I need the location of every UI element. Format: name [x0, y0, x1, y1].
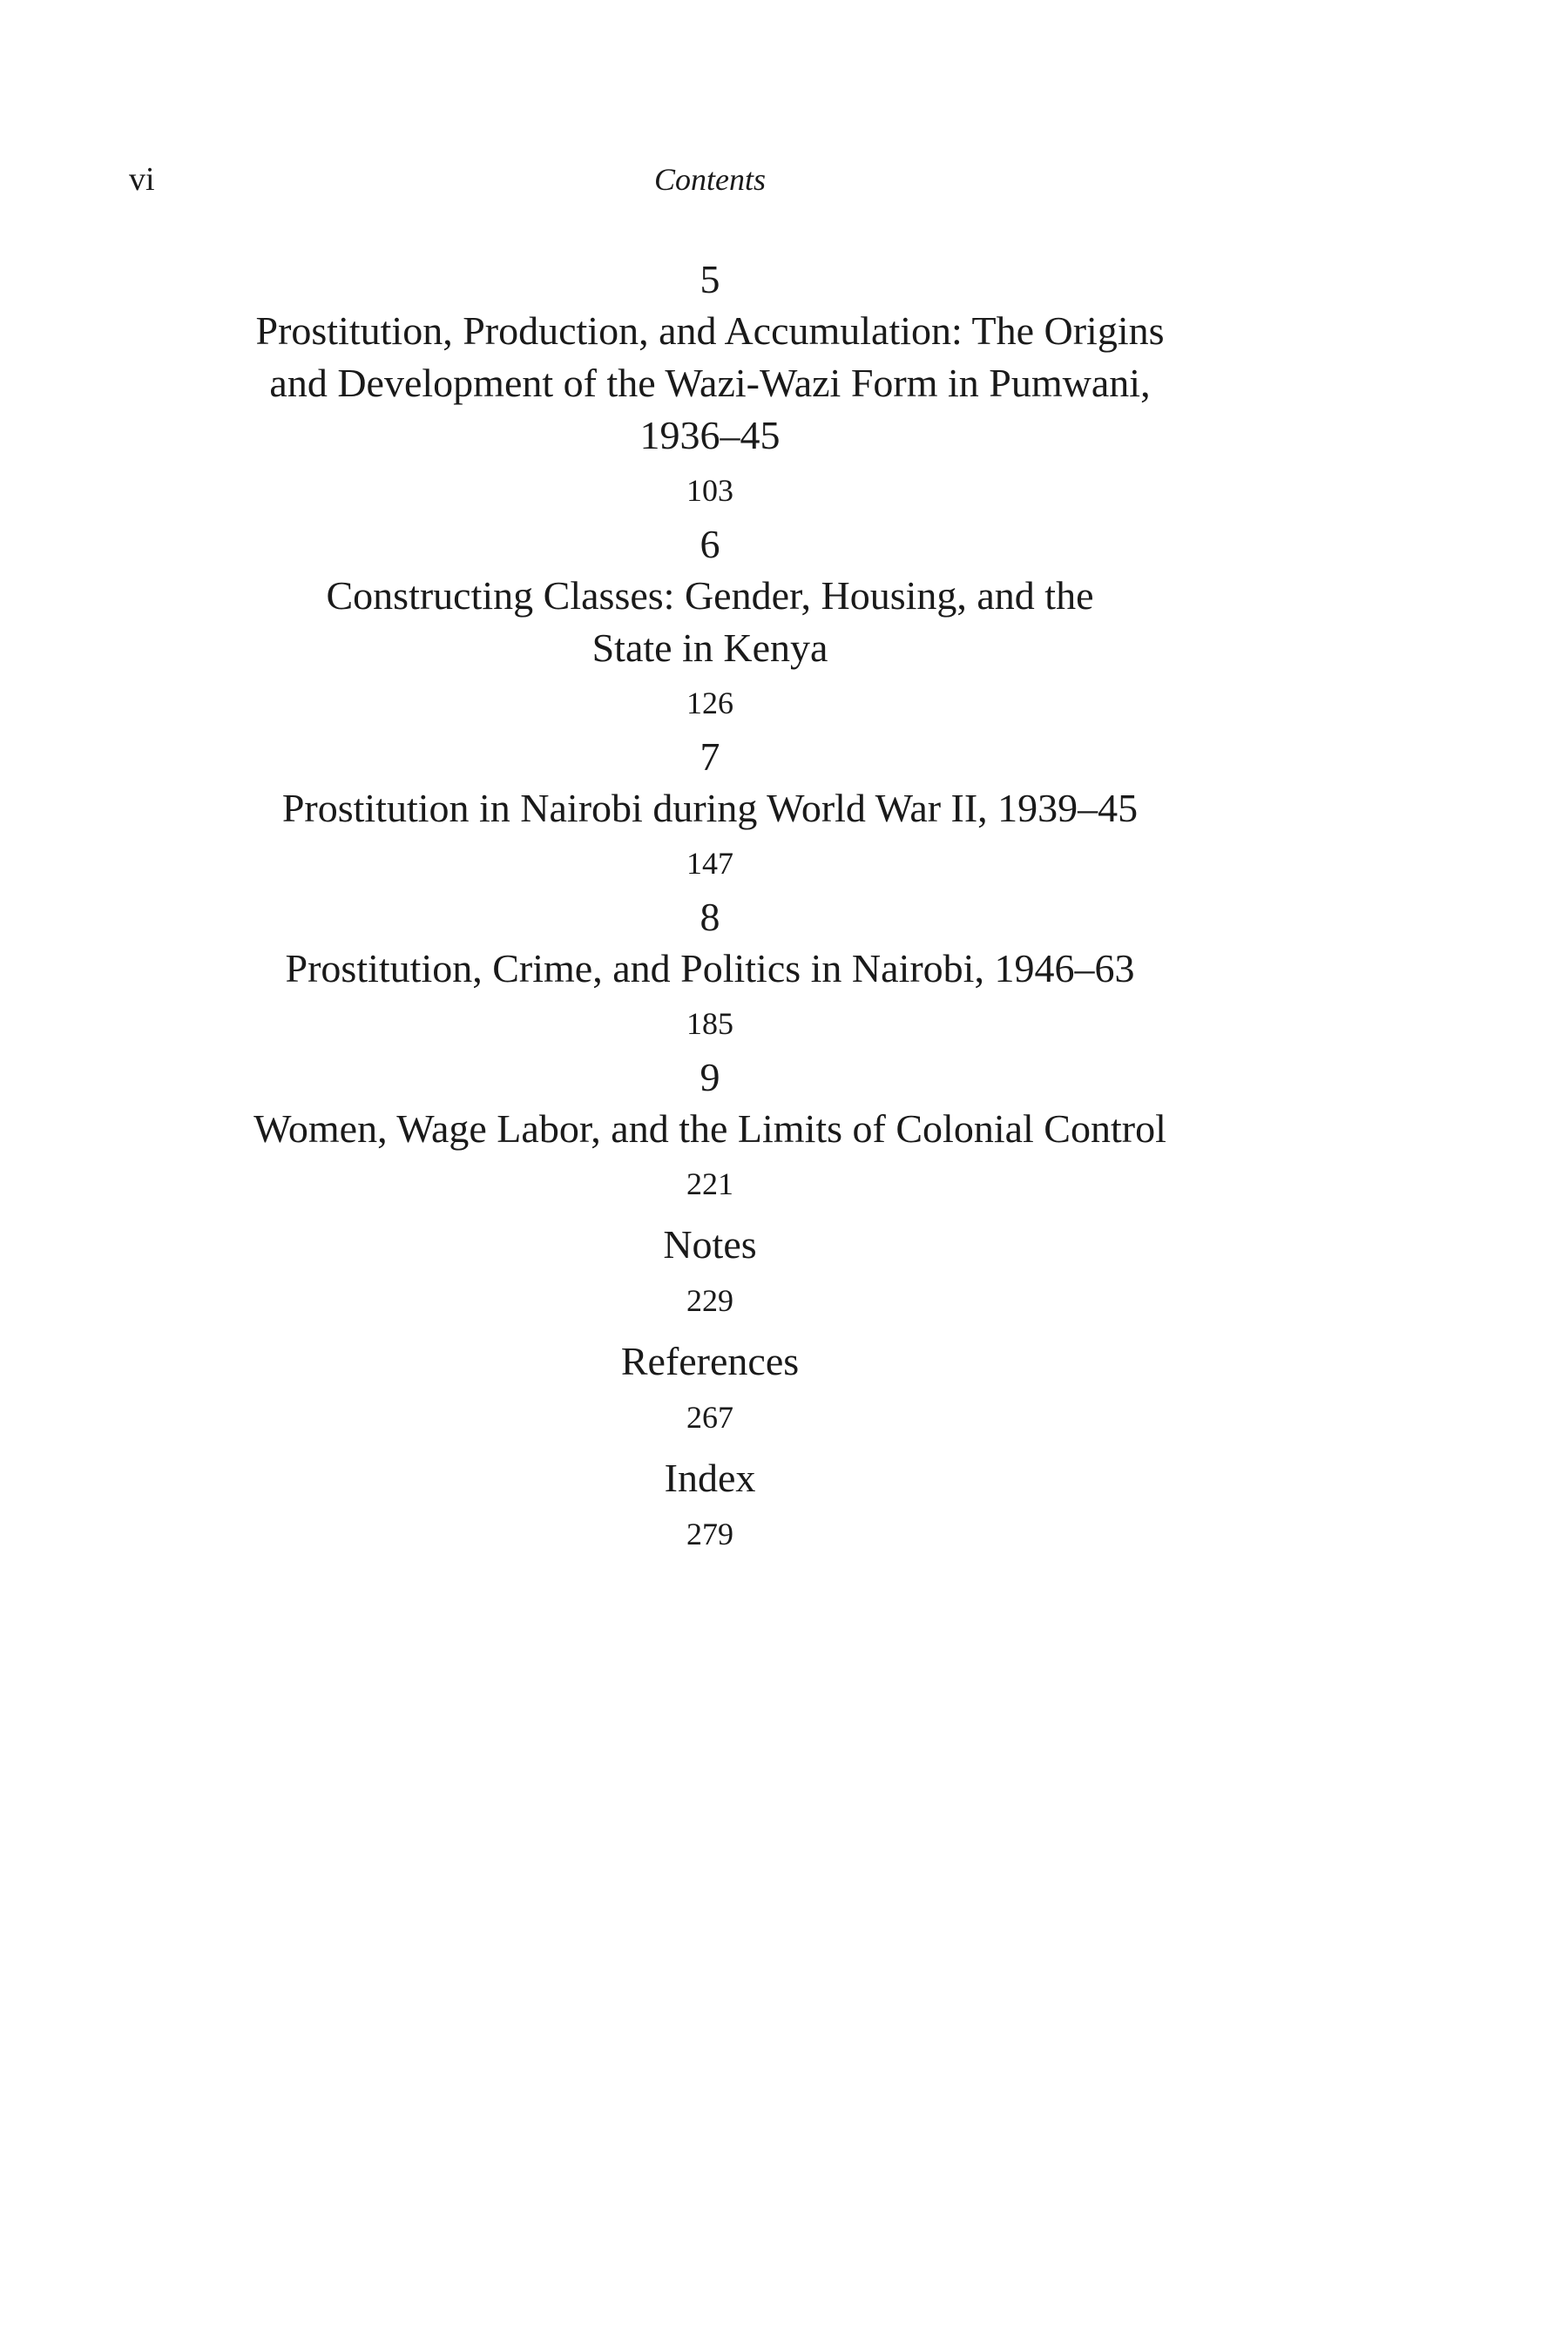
chapter-title-line: State in Kenya — [591, 625, 828, 670]
chapter-number: 5 — [700, 257, 720, 301]
table-of-contents — [105, 254, 1315, 1563]
back-matter-page-number: 279 — [686, 1517, 733, 1551]
chapter-page-number: 221 — [686, 1166, 733, 1201]
chapter-title-line: and Development of the Wazi-Wazi Form in Pumwani, — [269, 361, 1151, 405]
toc-entry-index[interactable] — [105, 1451, 1315, 1563]
chapter-title-line: Prostitution, Production, and Accumulation: The Origins — [255, 308, 1165, 353]
toc-entry-chapter-9[interactable] — [105, 1052, 1315, 1213]
back-matter-title: Index — [664, 1456, 756, 1500]
toc-entry-chapter-5[interactable] — [105, 254, 1315, 519]
running-title: Contents — [653, 162, 766, 197]
toc-entry-chapter-6[interactable] — [105, 519, 1315, 732]
chapter-title-line: 1936–45 — [639, 413, 781, 457]
chapter-number: 9 — [700, 1055, 720, 1099]
toc-entry-notes[interactable] — [105, 1218, 1315, 1329]
back-matter-page-number: 229 — [686, 1283, 733, 1318]
chapter-page-number: 103 — [686, 473, 733, 508]
chapter-page-number: 185 — [686, 1006, 733, 1041]
chapter-title-line: Constructing Classes: Gender, Housing, and the — [326, 573, 1094, 618]
chapter-title-line: Prostitution in Nairobi during World War II, 1939–45 — [281, 786, 1139, 830]
chapter-number: 7 — [700, 734, 720, 779]
toc-entry-chapter-8[interactable] — [105, 892, 1315, 1052]
chapter-title-line: Women, Wage Labor, and the Limits of Colonial Control — [253, 1106, 1166, 1151]
back-matter-title: Notes — [663, 1222, 757, 1267]
page-folio: vi — [129, 161, 155, 198]
toc-entry-chapter-7[interactable] — [105, 732, 1315, 892]
running-head — [0, 153, 1568, 206]
chapter-number: 8 — [700, 895, 720, 939]
chapter-title-line: Prostitution, Crime, and Politics in Nairobi, 1946–63 — [285, 946, 1135, 990]
chapter-number: 6 — [700, 522, 720, 566]
toc-entry-references[interactable] — [105, 1335, 1315, 1446]
chapter-page-number: 147 — [686, 846, 733, 881]
back-matter-page-number: 267 — [686, 1400, 733, 1435]
chapter-page-number: 126 — [686, 686, 733, 720]
back-matter-title: References — [620, 1339, 800, 1383]
